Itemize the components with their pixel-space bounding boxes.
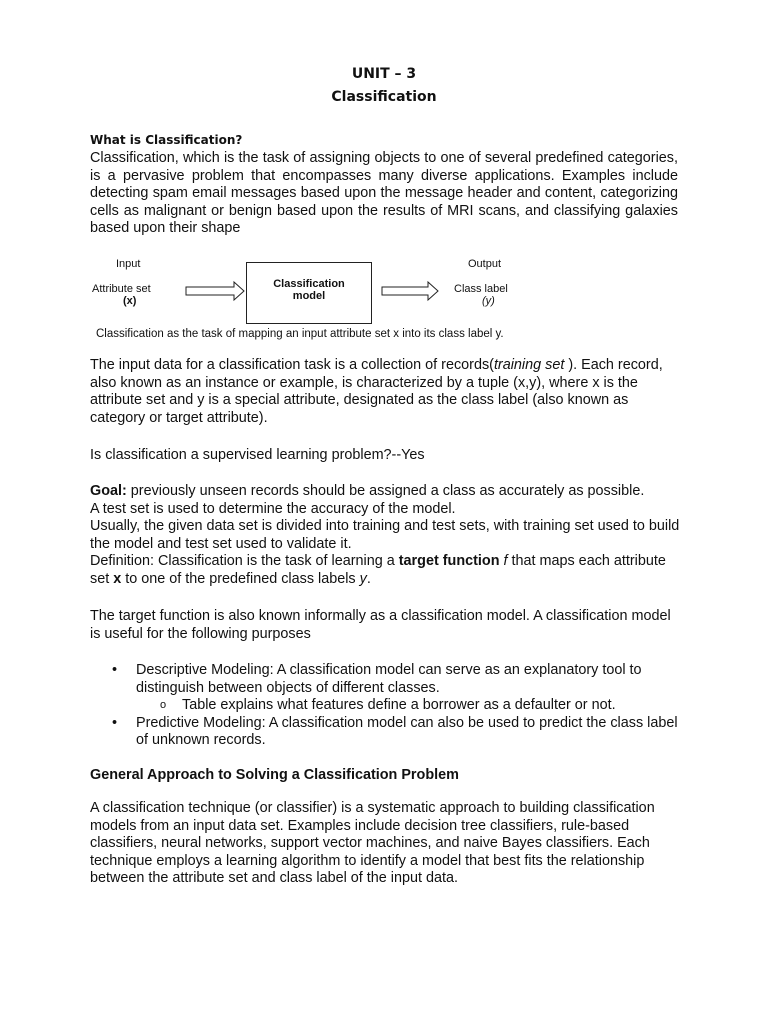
predictive-modeling-text: Predictive Modeling: A classification model can also be used to predict the class label of unknown records. — [136, 714, 678, 749]
input-arrow — [186, 282, 244, 300]
supervised-question: Is classification a supervised learning problem?--Yes — [90, 447, 425, 463]
definition-text-1: Definition: Classification is the task of learning a — [90, 553, 399, 570]
goal-test-set-line: A test set is used to determine the accuracy of the model. — [90, 500, 456, 517]
model-line2: model — [292, 290, 326, 302]
list-item — [90, 715, 680, 750]
classification-model-label — [246, 278, 372, 302]
definition-end: . — [366, 570, 371, 587]
training-set-term: training set — [493, 357, 565, 373]
definition-y: y — [359, 570, 367, 587]
figure-input-label: Input — [116, 258, 141, 270]
list-item — [90, 697, 680, 715]
training-text-before: The input data for a classification task is a collection of records( — [90, 357, 494, 373]
output-arrow — [382, 282, 438, 300]
bullet-glyph: • — [112, 662, 118, 678]
figure-class-symbol: (y) — [482, 295, 495, 307]
section-heading-what-is-classification: What is Classification? — [90, 133, 243, 147]
descriptive-modeling-text: Descriptive Modeling: A classification model can serve as an explanatory tool to distinguish between objects of different classes. — [136, 662, 642, 696]
general-approach-paragraph: A classification technique (or classifier) is a systematic approach to building classification models from an input data set. Examples include decision tree classifiers, rule-based classifiers, neural networks, support vector machines, and naive Bayes classifiers. Each technique employs a learning algorithm to identify a model that best fits the relationship between the attribute set and class label of the input data. — [90, 800, 655, 887]
training-text-after: ). Each record, also known as an instance or example, is characterized by a tuple (x,y), where x is the attribute set and y is a special attribute, designated as the class label (also known as category or target attribute). — [90, 357, 663, 426]
table-explains-text: Table explains what features define a borrower as a defaulter or not. — [182, 697, 616, 714]
bullet-glyph: • — [112, 714, 118, 731]
goal-block — [90, 483, 682, 589]
model-line1: Classification — [273, 278, 345, 290]
definition-x: x — [113, 570, 122, 587]
goal-line — [90, 483, 682, 501]
figure-attribute-set: Attribute set — [92, 283, 151, 295]
definition-text-2: that maps each attribute set — [90, 553, 666, 587]
figure-attribute-symbol: (x) — [123, 295, 137, 307]
target-function-paragraph: The target function is also known informally as a classification model. A classification model is useful for the following purposes — [90, 608, 671, 642]
training-paragraph — [90, 357, 680, 427]
goal-text: previously unseen records should be assigned a class as accurately as possible. — [126, 483, 645, 499]
figure-class-label: Class label — [454, 283, 508, 295]
definition-target-function: target function — [398, 553, 500, 570]
definition-f: f — [503, 553, 508, 570]
intro-paragraph: Classification, which is the task of assigning objects to one of several predefined categories, is a pervasive problem that encompasses many diverse applications. Examples include detecting spam email messages based upon the message header and content, categorizing cells as malignant or benign based upon the results of MRI scans, and classifying galaxies based upon their shape — [90, 150, 678, 237]
goal-split-line: Usually, the given data set is divided into training and test sets, with training set used to build the model and test set used to validate it. — [90, 518, 680, 552]
definition-line — [90, 553, 682, 588]
goal-label: Goal: — [90, 483, 127, 499]
definition-text-3: to one of the predefined class labels — [121, 570, 360, 587]
list-item — [90, 662, 680, 697]
figure-output-label: Output — [468, 258, 502, 270]
sub-bullet-glyph: o — [160, 699, 167, 712]
general-approach-heading: General Approach to Solving a Classification Problem — [90, 767, 459, 783]
figure-caption: Classification as the task of mapping an input attribute set x into its class label y. — [96, 328, 504, 340]
purposes-list — [90, 662, 680, 750]
unit-heading: UNIT – 3 — [351, 66, 417, 82]
page-title: Classification — [331, 89, 437, 105]
classification-figure — [88, 256, 688, 346]
